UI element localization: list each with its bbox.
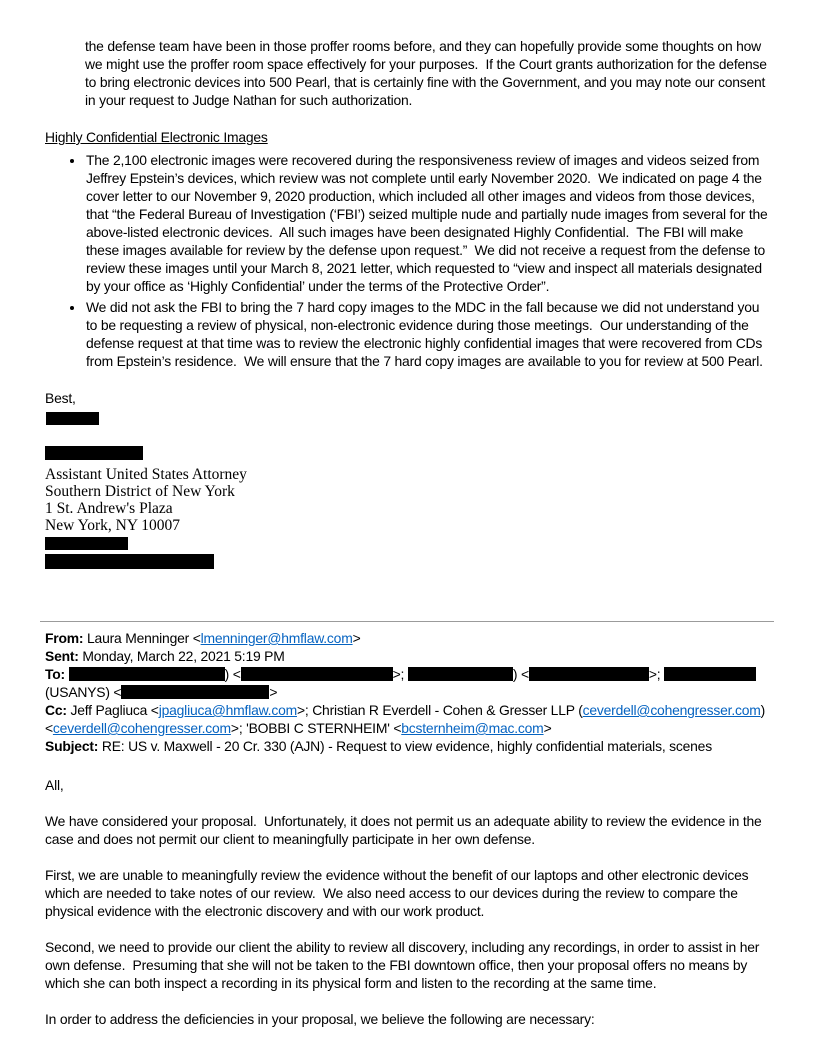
to-separator: >; bbox=[648, 666, 665, 682]
redaction-bar bbox=[121, 685, 269, 699]
to-separator: ) < bbox=[512, 666, 529, 682]
from-post: > bbox=[352, 630, 361, 646]
closing-text: Best, bbox=[45, 390, 76, 406]
from-name: Laura Menninger < bbox=[83, 630, 201, 646]
redaction-bar bbox=[45, 446, 143, 460]
email-header bbox=[45, 629, 770, 755]
cc-label: Cc: bbox=[45, 702, 67, 718]
to-label: To: bbox=[45, 666, 65, 682]
signature-block bbox=[45, 466, 770, 534]
sent-label: Sent: bbox=[45, 648, 79, 664]
cc-email-link[interactable]: ceverdell@cohengresser.com bbox=[52, 720, 231, 736]
body-paragraph: In order to address the deficiencies in your proposal, we believe the following are necessary: bbox=[45, 1011, 595, 1027]
subject-value: RE: US v. Maxwell - 20 Cr. 330 (AJN) - Request to view evidence, highly confidential materials, scenes bbox=[98, 738, 712, 754]
redaction-bar bbox=[529, 667, 649, 681]
salutation: All, bbox=[45, 777, 64, 793]
cc-name: Jeff Pagliuca < bbox=[66, 702, 159, 718]
signature-district: Southern District of New York bbox=[45, 483, 235, 500]
redaction-bar bbox=[664, 667, 756, 681]
signature-title: Assistant United States Attorney bbox=[45, 466, 247, 483]
redaction-bar bbox=[408, 667, 513, 681]
redaction-bar bbox=[45, 537, 128, 550]
cc-line bbox=[45, 701, 770, 737]
to-separator: ) < bbox=[224, 666, 241, 682]
redaction-bar bbox=[46, 412, 99, 425]
body-paragraph: First, we are unable to meaningfully review the evidence without the benefit of our laptops and other electronic devices which are needed to take notes of our review. We also need access to our devices during the review to compare the physical evidence with the electronic discovery and with our work product. bbox=[45, 867, 753, 919]
from-email-link[interactable]: lmenninger@hmflaw.com bbox=[200, 630, 353, 646]
signature-address-line2: New York, NY 10007 bbox=[45, 517, 181, 534]
from-label: From: bbox=[45, 630, 84, 646]
redaction-bar bbox=[45, 554, 214, 569]
bullet-list bbox=[45, 151, 770, 370]
cc-email-link[interactable]: ceverdell@cohengresser.com bbox=[582, 702, 761, 718]
cc-separator: >; 'BOBBI C STERNHEIM' < bbox=[230, 720, 402, 736]
sent-value: Monday, March 22, 2021 5:19 PM bbox=[78, 648, 285, 664]
email-body bbox=[45, 776, 770, 1028]
divider-line bbox=[40, 621, 774, 622]
to-post: > bbox=[269, 684, 278, 700]
bullet-item: • The 2,100 electronic images were recovered during the responsiveness review of images and videos seized from Jeffrey Epstein’s devices, which review was not complete until early November 2020. We indicated on page 4 the cover letter to our November 9, 2020 production, which included all other images and videos from those devices, that “the Federal Bureau of Investigation (‘FBI’) seized multiple nude and partially nude images from several for the above-listed electronic devices. All such images have been designated Highly Confidential. The FBI will make these images available for review by the defense upon request.” We did not receive a request from the defense to review these images until your March 8, 2021 letter, which requested to “view and inspect all materials designated by your office as ‘Highly Confidential’ under the terms of the Protective Order”. bbox=[85, 151, 770, 295]
subject-label: Subject: bbox=[45, 738, 99, 754]
cc-email-link[interactable]: bcsternheim@mac.com bbox=[401, 720, 544, 736]
section-heading: Highly Confidential Electronic Images bbox=[45, 129, 268, 145]
top-paragraph: the defense team have been in those proffer rooms before, and they can hopefully provide some thoughts on how we might use the proffer room space effectively for your purposes. If the Court grants authorization for the defense to bring electronic devices into 500 Pearl, that is certainly fine with the Government, and you may note our consent in your request to Judge Nathan for such authorization. bbox=[85, 38, 771, 108]
to-separator: >; bbox=[392, 666, 408, 682]
bullet-item: • We did not ask the FBI to bring the 7 hard copy images to the MDC in the fall because we did not understand you to be requesting a review of physical, non-electronic evidence during those meetings. Our understanding of the defense request at that time was to review the electronic highly confidential images that were recovered from CDs from Epstein’s residence. We will ensure that the 7 hard copy images are available to you for review at 500 Pearl. bbox=[85, 298, 770, 370]
from-line bbox=[45, 629, 770, 647]
to-org: (USANYS) < bbox=[45, 684, 122, 700]
redaction-bar bbox=[241, 667, 393, 681]
cc-separator: < bbox=[45, 720, 53, 736]
body-paragraph: We have considered your proposal. Unfortunately, it does not permit us an adequate ability to review the evidence in the case and does not permit our client to meaningfully participate in her own defense. bbox=[45, 813, 766, 847]
cc-separator: >; Christian R Everdell - Cohen & Gresser LLP ( bbox=[296, 702, 583, 718]
sent-line bbox=[45, 647, 770, 665]
to-line bbox=[45, 665, 770, 701]
redaction-bar bbox=[69, 667, 225, 681]
cc-separator: ) bbox=[760, 702, 766, 718]
signature-address-line1: 1 St. Andrew's Plaza bbox=[45, 500, 173, 517]
cc-post: > bbox=[543, 720, 552, 736]
cc-email-link[interactable]: jpagliuca@hmflaw.com bbox=[158, 702, 297, 718]
subject-line bbox=[45, 737, 770, 755]
body-paragraph: Second, we need to provide our client the ability to review all discovery, including any recordings, in order to assist in her own defense. Presuming that she will not be taken to the FBI downtown office, then your proposal offers no means by which she can both inspect a recording in its physical form and listen to the recording at the same time. bbox=[45, 939, 763, 991]
